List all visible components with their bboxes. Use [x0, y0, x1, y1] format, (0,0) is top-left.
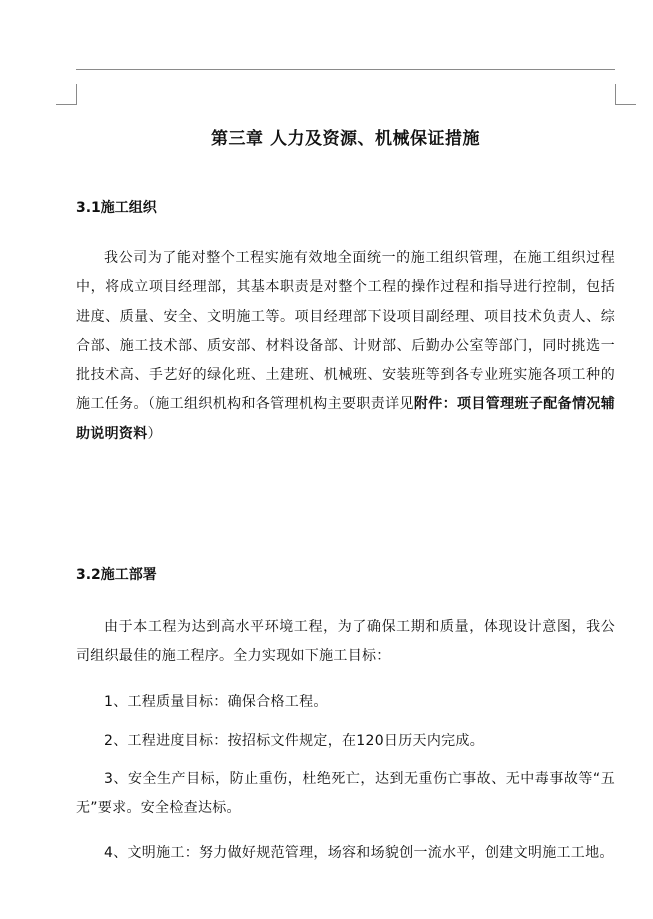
section-3-2-intro: 由于本工程为达到高水平环境工程，为了确保工期和质量，体现设计意图，我公司组织最佳的施工程序。全力实现如下施工目标：	[76, 619, 615, 665]
goal-item-3: 3、安全生产目标，防止重伤，杜绝死亡，达到无重伤亡事故、无中毒事故等“五无”要求。安全检查达标。	[76, 771, 615, 817]
section-heading-3-2: 3.2施工部署	[76, 567, 157, 583]
header-rule	[76, 69, 615, 70]
section-heading-3-1: 3.1施工组织	[76, 200, 157, 216]
paragraph-text: 我公司为了能对整个工程实施有效地全面统一的施工组织管理，在施工组织过程中，将成立项目经理部，其基本职责是对整个工程的操作过程和指导进行控制，包括进度、质量、安全、文明施工等。项目经理部下设项目副经理、项目技术负责人、综合部、施工技术部、质安部、材料设备部、计财部、后勤办公室等部门，同时挑选一批技术高、手艺好的绿化班、土建班、机械班、安装班等到各专业班实施各项工种的施工任务。（施工组织机构和各管理机构主要职责详见	[76, 250, 615, 413]
goal-item-1: 1、工程质量目标：确保合格工程。	[104, 694, 328, 710]
chapter-title: 第三章 人力及资源、机械保证措施	[211, 129, 480, 149]
crop-mark-right	[615, 84, 636, 105]
paragraph-bold-reference: 附件：项目管理班子配备情况辅助说明资料	[76, 396, 616, 442]
paragraph-end: ）	[147, 425, 162, 442]
crop-mark-left	[56, 84, 77, 105]
section-3-1-paragraph	[76, 244, 615, 449]
goal-item-4: 4、文明施工：努力做好规范管理，场容和场貌创一流水平，创建文明施工工地。	[104, 845, 614, 861]
goal-item-2: 2、工程进度目标：按招标文件规定，在120日历天内完成。	[104, 733, 485, 749]
